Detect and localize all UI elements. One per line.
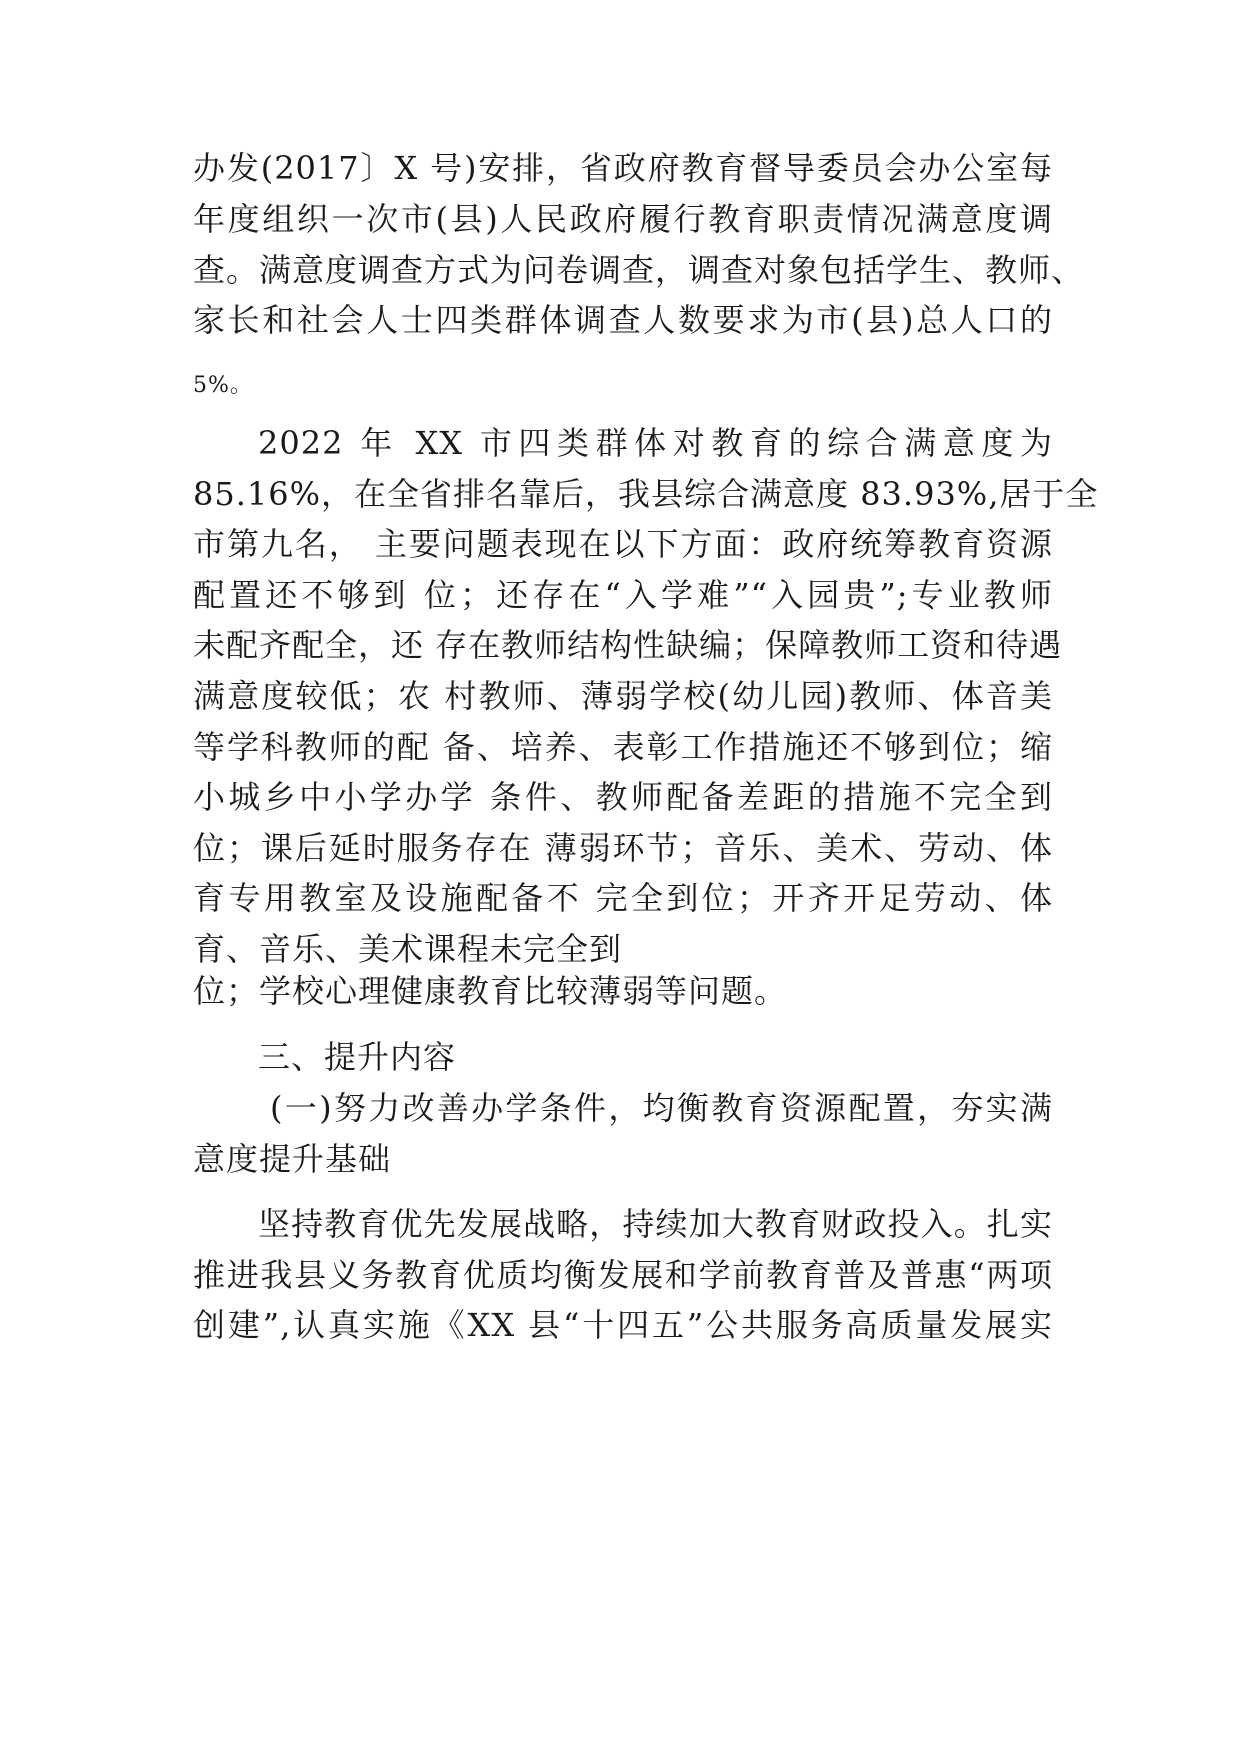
paragraph-line: 查。满意度调查方式为问卷调查，调查对象包括学生、教师、 [193, 251, 1085, 289]
paragraph-line: 推进我县义务教育优质均衡发展和学前教育普及普惠“两项 [193, 1256, 1053, 1294]
paragraph-line: 市第九名， 主要问题表现在以下方面：政府统筹教育资源 [193, 525, 1053, 563]
paragraph-line: 育、音乐、美术课程未完全到 [193, 930, 623, 968]
paragraph-line: 小城乡中小学办学 条件、教师配备差距的措施不完全到 [193, 778, 1053, 816]
paragraph-line: 位；学校心理健康教育比较薄弱等问题。 [193, 972, 788, 1010]
paragraph-line: 创建”,认真实施《XX 县“十四五”公共服务高质量发展实 [193, 1306, 1053, 1344]
paragraph-line: 未配齐配全，还 存在教师结构性缺编；保障教师工资和待遇 [193, 626, 1063, 664]
paragraph-line: 配置还不够到 位；还存在“入学难”“入园贵”;专业教师 [193, 576, 1053, 614]
paragraph-line: 育专用教室及设施配备不 完全到位；开齐开足劳动、体 [193, 879, 1053, 917]
subsection-heading: (一)努力改善办学条件，均衡教育资源配置，夯实满 [270, 1089, 1053, 1127]
paragraph-line: 5%。 [193, 373, 253, 398]
paragraph-line: 办发(2017〕X 号)安排，省政府教育督导委员会办公室每 [193, 149, 1053, 187]
paragraph-line: 2022 年 XX 市四类群体对教育的综合满意度为 [258, 424, 1053, 462]
paragraph-line: 年度组织一次市(县)人民政府履行教育职责情况满意度调 [193, 200, 1053, 238]
paragraph-line: 85.16%，在全省排名靠后，我县综合满意度 83.93%,居于全 [193, 475, 1099, 513]
paragraph-line: 家长和社会人士四类群体调查人数要求为市(县)总人口的 [193, 301, 1053, 339]
section-heading: 三、提升内容 [258, 1038, 457, 1076]
paragraph-line: 满意度较低；农 村教师、薄弱学校(幼儿园)教师、体音美 [193, 677, 1053, 715]
paragraph-line: 等学科教师的配 备、培养、表彰工作措施还不够到位；缩 [193, 728, 1053, 766]
paragraph-line: 坚持教育优先发展战略，持续加大教育财政投入。扎实 [258, 1205, 1053, 1243]
paragraph-line: 位；课后延时服务存在 薄弱环节；音乐、美术、劳动、体 [193, 829, 1053, 867]
subsection-heading: 意度提升基础 [193, 1140, 392, 1178]
